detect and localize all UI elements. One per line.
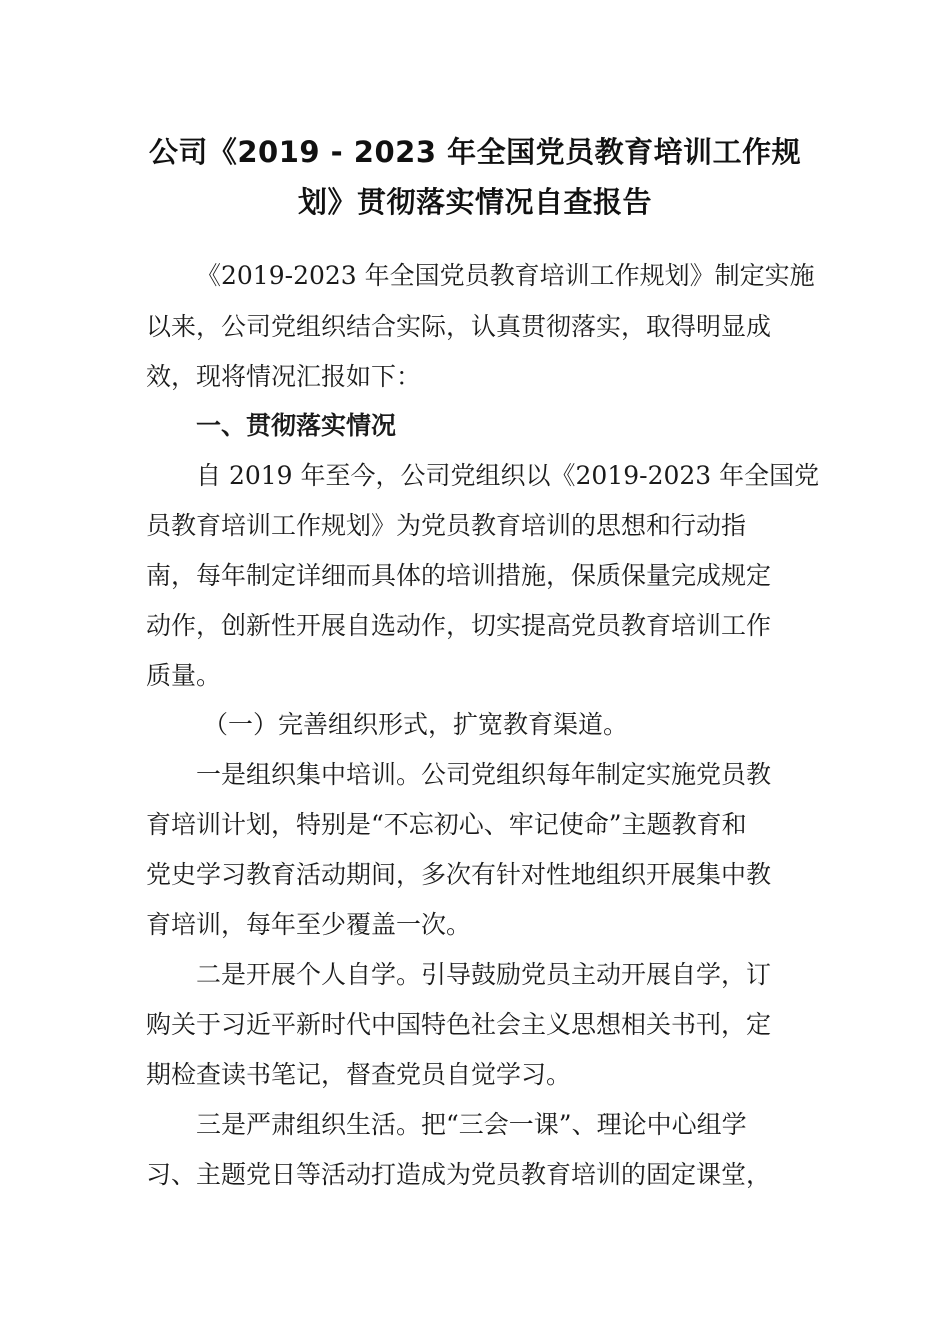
paragraph-line: 质量。	[146, 661, 222, 690]
paragraph-line: 购关于习近平新时代中国特色社会主义思想相关书刊，定	[146, 1010, 772, 1039]
paragraph-line: 育培训，每年至少覆盖一次。	[146, 910, 472, 939]
paragraph-line: 动作，创新性开展自选动作，切实提高党员教育培训工作	[146, 611, 772, 640]
paragraph-line: 自 2019 年至今，公司党组织以《2019-2023 年全国党	[196, 461, 820, 490]
paragraph-line: 育培训计划，特别是“不忘初心、牢记使命”主题教育和	[146, 810, 747, 839]
paragraph-line: 期检查读书笔记，督查党员自觉学习。	[146, 1060, 572, 1089]
paragraph-line: 以来，公司党组织结合实际，认真贯彻落实，取得明显成	[146, 312, 772, 341]
paragraph-line: 一是组织集中培训。公司党组织每年制定实施党员教	[196, 760, 772, 789]
paragraph-line: 《2019-2023 年全国党员教育培训工作规划》制定实施	[196, 261, 815, 290]
paragraph-line: 南，每年制定详细而具体的培训措施，保质保量完成规定	[146, 561, 772, 590]
paragraph-line: 习、主题党日等活动打造成为党员教育培训的固定课堂，	[146, 1160, 772, 1189]
document-title-line-2: 划》贯彻落实情况自查报告	[297, 185, 652, 219]
document-title-line-1: 公司《2019 - 2023 年全国党员教育培训工作规	[148, 135, 802, 169]
paragraph-line: 二是开展个人自学。引导鼓励党员主动开展自学，订	[196, 960, 772, 989]
paragraph-line: 党史学习教育活动期间，多次有针对性地组织开展集中教	[146, 860, 772, 889]
paragraph-line: 三是严肃组织生活。把“三会一课”、理论中心组学	[196, 1110, 747, 1139]
paragraph-line: 员教育培训工作规划》为党员教育培训的思想和行动指	[146, 511, 747, 540]
subsection-heading: （一）完善组织形式，扩宽教育渠道。	[203, 710, 629, 739]
paragraph-line: 效，现将情况汇报如下：	[146, 362, 422, 391]
section-heading: 一、贯彻落实情况	[196, 411, 397, 440]
